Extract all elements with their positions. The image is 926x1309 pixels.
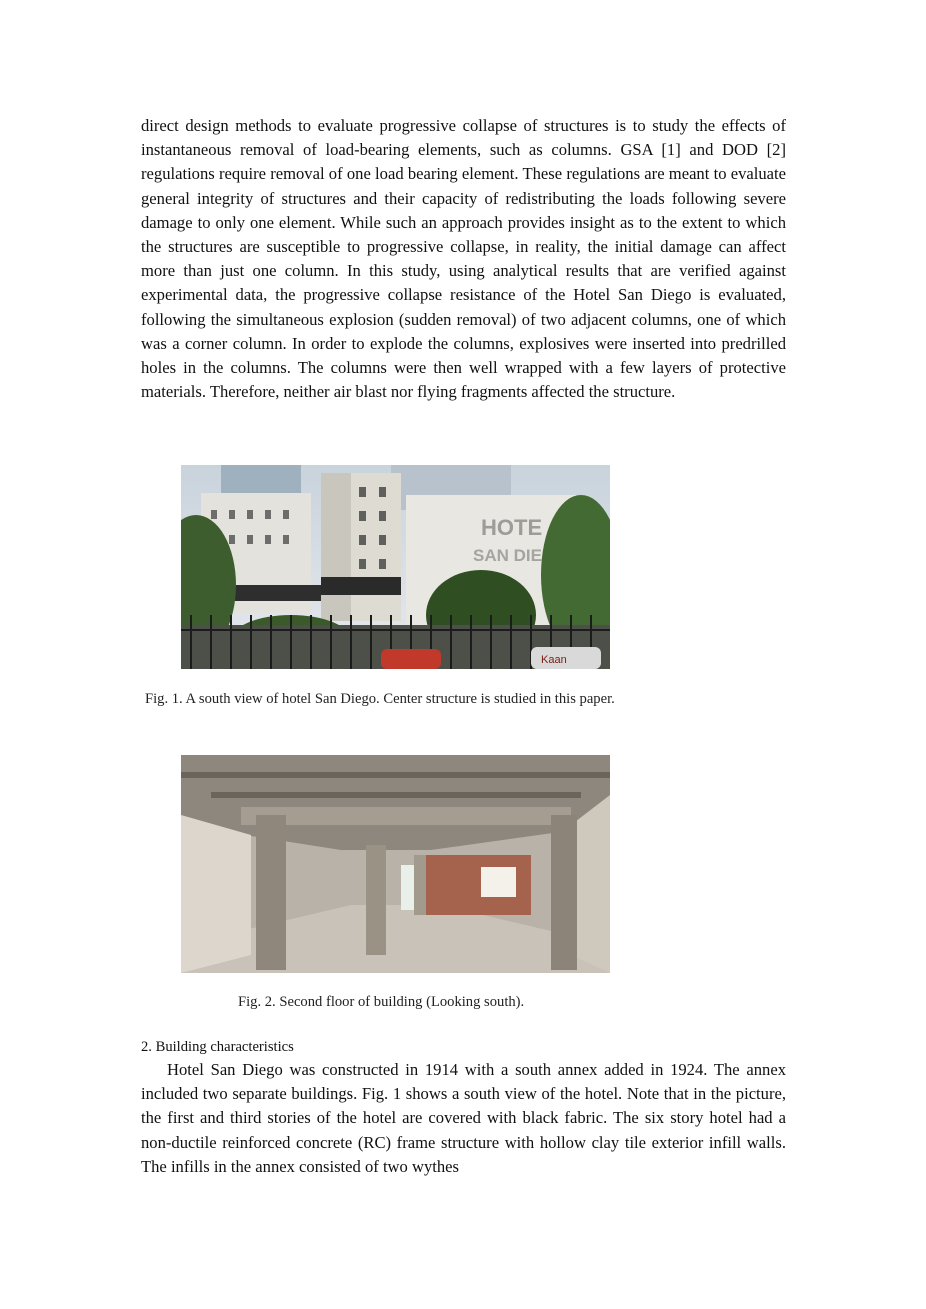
second-floor-interior-image	[181, 755, 610, 973]
body-paragraph-2: Hotel San Diego was constructed in 1914 with a south annex added in 1924. The annex included two separate buildings. Fig. 1 shows a south view of the hotel. Note that in the picture, the first and third stories of the hotel are covered with black fabric. The six story hotel had a non-ductile reinforced concrete (RC) frame structure with hollow clay tile exterior infill walls. The infills in the annex consisted of two wythes	[141, 1060, 786, 1176]
section-heading: 2. Building characteristics	[141, 1039, 294, 1055]
hotel-sign-line-2: SAN DIE	[473, 546, 542, 565]
car-sign: Kaan	[541, 654, 567, 666]
figure-1-photo	[181, 465, 610, 669]
hotel-sign-line-1: HOTE	[481, 515, 543, 540]
body-paragraph-1: direct design methods to evaluate progressive collapse of structures is to study the effects of instantaneous removal of load-bearing elements, such as columns. GSA [1] and DOD [2] regulations require removal of one load bearing element. These regulations are meant to evaluate general integrity of structures and their capacity of redistributing the loads following severe damage to only one element. While such an approach provides insight as to the extent to which the structures are susceptible to progressive collapse, in reality, the initial damage can affect more than just one column. In this study, using analytical results that are verified against experimental data, the progressive collapse resistance of the Hotel San Diego is evaluated, following the simultaneous explosion (sudden removal) of two adjacent columns, one of which was a corner column. In order to explode the columns, explosives were inserted into predrilled holes in the columns. The columns were then well wrapped with a few layers of protective materials. Therefore, neither air blast nor flying fragments affected the structure.	[141, 116, 786, 402]
figure-2-photo	[181, 755, 610, 973]
hotel-exterior-image	[181, 465, 610, 669]
figure-2-caption: Fig. 2. Second floor of building (Looking south).	[238, 994, 525, 1010]
figure-1-caption: Fig. 1. A south view of hotel San Diego. Center structure is studied in this paper.	[145, 691, 615, 707]
